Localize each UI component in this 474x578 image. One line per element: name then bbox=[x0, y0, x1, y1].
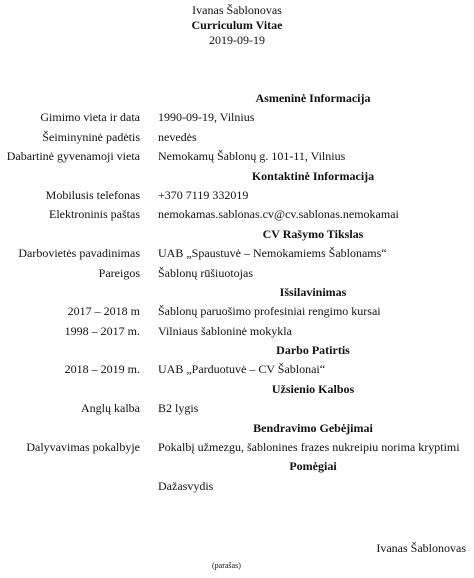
info-row bbox=[0, 205, 474, 224]
row-value: UAB „Spaustuvė – Nemokamiems Šablonams“ bbox=[158, 246, 387, 261]
row-value: +370 7119 332019 bbox=[158, 187, 249, 202]
signature-caption: (parašas) bbox=[212, 561, 241, 570]
info-row bbox=[0, 244, 474, 263]
info-row bbox=[0, 477, 474, 496]
info-row bbox=[0, 128, 474, 147]
row-label: Pareigos bbox=[98, 265, 140, 280]
row-value: UAB „Parduotuvė – CV Šablonai“ bbox=[158, 362, 326, 377]
row-value: nevedės bbox=[158, 129, 197, 144]
section-title-contact: Kontaktinė Informacija bbox=[251, 168, 375, 183]
row-label: Šeiminyninė padėtis bbox=[42, 129, 140, 144]
row-label: Gimimo vieta ir data bbox=[40, 110, 140, 125]
row-label: Anglų kalba bbox=[81, 401, 140, 416]
row-label: 1998 – 2017 m. bbox=[64, 323, 140, 338]
row-value: Dažasvydis bbox=[158, 478, 214, 493]
signature-name: Ivanas Šablonovas bbox=[376, 541, 466, 555]
info-row bbox=[0, 322, 474, 341]
info-row bbox=[0, 108, 474, 127]
info-row bbox=[0, 302, 474, 321]
section-title-languages: Užsienio Kalbos bbox=[271, 381, 355, 396]
cv-header bbox=[0, 3, 474, 48]
header-date: 2019-09-19 bbox=[209, 33, 265, 47]
info-row bbox=[0, 264, 474, 283]
section-title-experience: Darbo Patirtis bbox=[276, 343, 350, 358]
section-title-education: Išsilavinimas bbox=[279, 284, 347, 299]
row-value: Šablonų paruošimo profesiniai rengimo kursai bbox=[158, 304, 381, 319]
cv-content bbox=[0, 89, 474, 496]
row-label: Mobilusis telefonas bbox=[45, 187, 140, 202]
row-label: 2018 – 2019 m. bbox=[64, 362, 140, 377]
section-title-personal: Asmeninė Informacija bbox=[255, 91, 371, 105]
info-row bbox=[0, 360, 474, 379]
row-label: Dalyvavimas pokalbyje bbox=[26, 440, 140, 455]
section-title-hobbies: Pomėgiai bbox=[289, 459, 337, 474]
info-row bbox=[0, 438, 474, 457]
row-label: Dabartinė gyvenamoji vieta bbox=[6, 149, 140, 164]
row-value: Nemokamų Šablonų g. 101-11, Vilnius bbox=[158, 149, 346, 164]
row-value: Pokalbį užmezgu, šablonines frazes nukreipiu norima kryptimi bbox=[158, 440, 460, 455]
section-title-goal: CV Rašymo Tikslas bbox=[262, 226, 364, 241]
row-value: Vilniaus šabloninė mokykla bbox=[158, 323, 292, 338]
row-value: 1990-09-19, Vilnius bbox=[158, 110, 255, 125]
info-row bbox=[0, 147, 474, 166]
row-value: Šablonų rūšiuotojas bbox=[158, 265, 253, 280]
row-value: B2 lygis bbox=[158, 401, 199, 416]
row-label: Elektroninis paštas bbox=[49, 207, 140, 222]
row-value: nemokamas.sablonas.cv@cv.sablonas.nemokamai bbox=[158, 207, 399, 222]
info-row bbox=[0, 186, 474, 205]
info-row bbox=[0, 399, 474, 418]
row-label: 2017 – 2018 m bbox=[67, 304, 140, 319]
header-name: Ivanas Šablonovas bbox=[192, 3, 282, 17]
row-label: Darbovietės pavadinimas bbox=[18, 246, 140, 261]
section-title-communication: Bendravimo Gebėjimai bbox=[253, 420, 373, 435]
header-title: Curriculum Vitae bbox=[191, 18, 283, 32]
